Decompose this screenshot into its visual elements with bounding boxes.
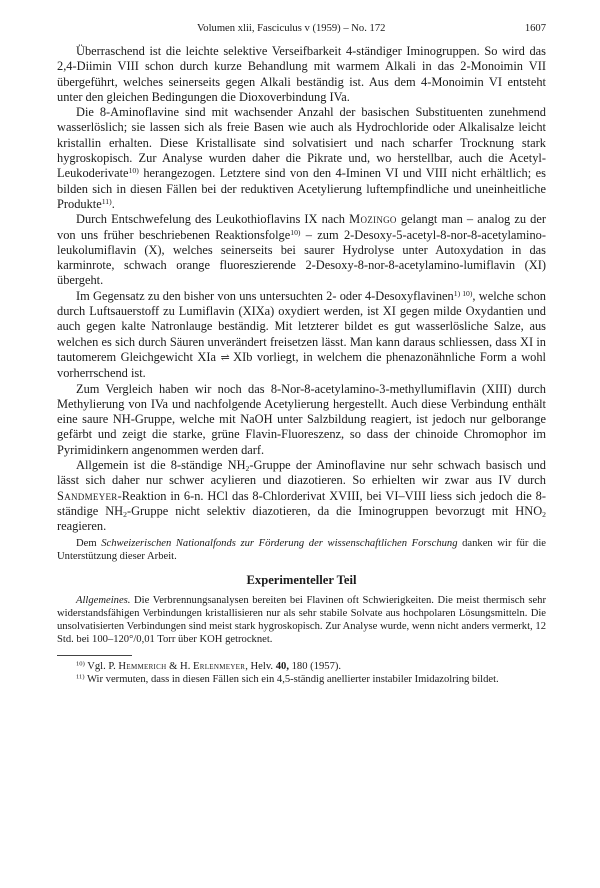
acknowledgement (57, 537, 546, 563)
page-number: 1607 (524, 23, 546, 34)
paragraph-3-text-c: – zum 2-Desoxy-5-acetyl-8-nor-8-acetylamino-leukolumiflavin (X), welches seinerseits bei saurer Hydrolyse unter Autoxydation in das karminrote, schwach orange fluoreszierende 2-Desoxy-8-nor-8-acetylamino-lumiflavin (XI) übergeht. (57, 227, 546, 288)
paragraph-1: Überraschend ist die leichte selektive Verseifbarkeit 4-ständiger Iminogruppen. So wird das 2,4-Diimin VIII schon durch kurze Behandlung mit warmem Alkali in das 2-Monoimin VII übergeführt, welches seinerseits gegen Alkali beständig ist. Aus dem 4-Monoimin VI entsteht unter den gleichen Bedingungen die Dioxoverbindung IVa. (57, 44, 546, 104)
general-text: Die Verbrennungsanalysen bereiten bei Flavinen oft Schwierigkeiten. Die meist thermisch sehr widerstandsfähigen Verbindungen kristallisieren nur als sehr stabile Solvate aus hochpolaren Lösungsmitteln. Die unsolvatisierten Verbindungen sind meist stark hygroskopisch. Zur Analyse wurde, wenn nicht anders vermerkt, 12 Std. bei 100–120°/0,01 Torr über KOH getrocknet. (57, 594, 546, 645)
journal-volume: 40, (275, 660, 289, 672)
paragraph-6-text-b: -Gruppe der Aminoflavine nur sehr schwach basisch und lässt sich daher nur schwer acylieren und diazotieren. So erhielten wir zwar aus IV durch (57, 458, 546, 488)
acknowledgement-text-b: danken wir für die Unterstützung dieser Arbeit. (57, 537, 546, 562)
paragraph-4 (57, 289, 546, 382)
footnote-11 (57, 673, 546, 686)
paragraph-6-text-a: Allgemein ist die 8-ständige NH (76, 458, 246, 473)
section-title: Experimenteller Teil (246, 572, 357, 587)
author-name: Mozingo (349, 212, 397, 227)
footnote-10 (57, 660, 546, 673)
reference-mark: 1) 10) (453, 288, 473, 298)
paragraph-2-text-c: . (111, 196, 115, 211)
paragraph-6-text-c: -Reaktion in 6-n. HCl das 8-Chlorderivat XVIII, bei VI–VIII liess sich jedoch die 8-ständige NH (57, 488, 546, 518)
paragraph-2-text-b: herangezogen. Letztere sind von den 4-Iminen VI und VIII nicht erhältlich; es bilden sich in diesen Fällen bei der reduktiven Acetylierung luftempfindliche und uneinheitliche Produkte (57, 166, 546, 211)
subscript: 2 (542, 509, 546, 519)
running-title: Volumen xlii, Fasciculus v (1959) – No. 172 (197, 23, 386, 34)
footnote-divider (57, 655, 132, 656)
subscript: 2 (123, 509, 127, 519)
reference-mark: 10) (128, 166, 139, 176)
paragraph-4-text-a: Im Gegensatz zu den bisher von uns untersuchten 2- oder 4-Desoxyflavinen (76, 288, 454, 303)
footnote-mark: 11) (76, 673, 85, 681)
running-header (57, 21, 546, 37)
acknowledgement-text-a: Dem (76, 537, 102, 549)
paragraph-5: Zum Vergleich haben wir noch das 8-Nor-8-acetylamino-3-methyllumiflavin (XIII) durch Methylierung von IVa und nachfolgende Acetylierung hergestellt. Auch diese Verbindung enthält eine saure NH-Gruppe, welche mit NaOH unter Salzbildung reagiert, ist jedoch nur gelborange gefärbt und zeigt die starke, grüne Flavin-Fluoreszenz, so dass der chinoide Chromophor im Pyrimidinkern angenommen werden darf. (57, 381, 546, 457)
paragraph-2 (57, 105, 546, 212)
reference-mark: 10) (290, 227, 301, 237)
page-body (57, 44, 546, 686)
general-paragraph (57, 594, 546, 646)
footnote-text: Wir vermuten, dass in diesen Fällen sich ein 4,5-ständig anellierter instabiler Imidazolring bildet. (84, 673, 499, 685)
paragraph-3-text-b: gelangt man – analog zu der von uns früher beschriebenen Reaktionsfolge (57, 212, 546, 242)
footnote-text: & H. (166, 660, 193, 672)
footnote-text: , Helv. (245, 660, 276, 672)
reference-mark: 11) (101, 196, 112, 206)
footnote-text: Vgl. P. (84, 660, 119, 672)
footnote-mark: 10) (76, 659, 85, 667)
author-name: Sandmeyer (57, 488, 118, 503)
general-label: Allgemeines. (76, 594, 131, 606)
paragraph-4-text-b: , welche schon durch Luftsauerstoff zu Lumiflavin (XIXa) oxydiert werden, ist XI gegen milde Oxydantien und auch gegen kalte Natronlauge beständig. Mit letzterer bildet es gut wasserlösliche Salze, aus welchen es sich durch Säuren unverändert freisetzen lässt. Man kann daraus schliessen, dass XI in tautomerem Gleichgewicht XIa (57, 288, 546, 364)
paragraph-6-text-d: -Gruppe nicht selektiv diazotieren, da die Iminogruppen bevorzugt mit HNO (126, 503, 543, 518)
paragraph-2-text-a: Die 8-Aminoflavine sind mit wachsender Anzahl der basischen Substituenten zunehmend wasserlöslich; sie lassen sich als freie Basen wie auch als Hydrochloride oder Alkalisalze leicht kristallin erhalten. Diese Kristallisate sind solvatisiert und nach scharfer Trocknung stark hygroskopisch. Zur Analyse wurden daher die Pikrate und, wo herstellbar, auch die Acetyl-Leukoderivate (57, 105, 546, 181)
paragraph-6-text-e: reagieren. (57, 519, 107, 534)
footnote-text: 180 (1957). (288, 660, 342, 672)
paragraph-6 (57, 458, 546, 534)
paragraph-4-text-c: XIb vorliegt, in welchem die phenazonähnliche Form a wohl vorherrschend ist. (57, 349, 546, 381)
author-name: Erlenmeyer (192, 660, 246, 672)
author-name: Hemmerich (118, 660, 167, 672)
paragraph-3-text-a: Durch Entschwefelung des Leukothioflavins IX nach (76, 212, 350, 227)
subscript: 2 (245, 463, 250, 473)
equilibrium-arrow: ⇌ (220, 351, 229, 364)
acknowledgement-funder: Schweizerischen Nationalfonds zur Förderung der wissenschaftlichen Forschung (101, 537, 458, 549)
paragraph-3 (57, 212, 546, 288)
